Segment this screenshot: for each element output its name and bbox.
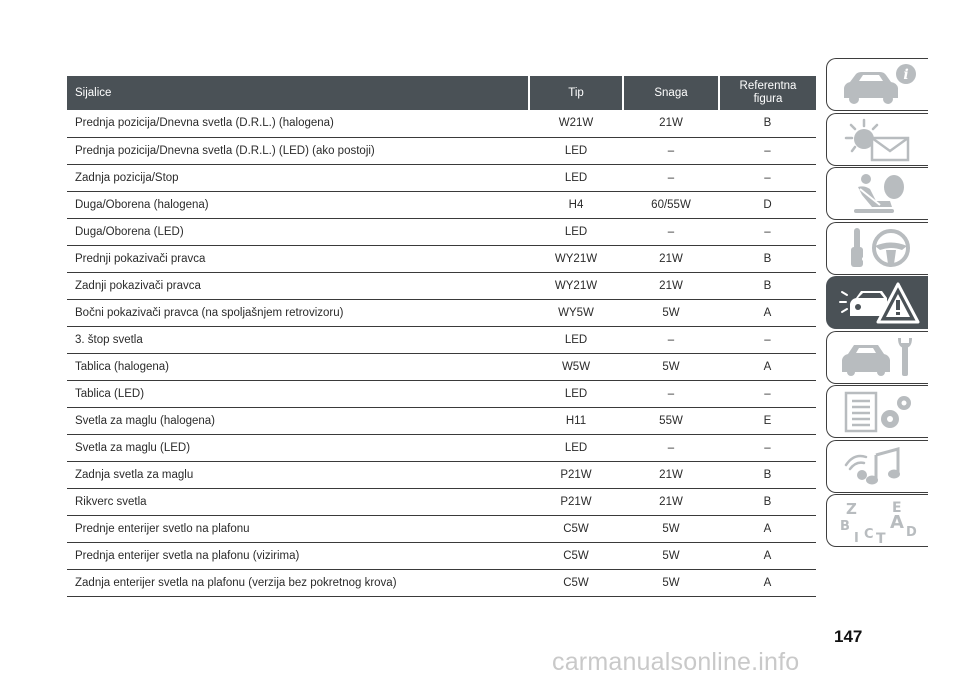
- warning-lights-icon: [836, 116, 920, 162]
- cell-bulb-name: Zadnja enterijer svetla na plafonu (verzija bez pokretnog krova): [67, 569, 529, 596]
- cell-reference-figure: –: [719, 137, 816, 164]
- cell-bulb-name: Duga/Oborena (LED): [67, 218, 529, 245]
- index-letter-b: B: [839, 518, 850, 534]
- cell-reference-figure: A: [719, 515, 816, 542]
- cell-bulb-type: C5W: [529, 569, 623, 596]
- cell-reference-figure: B: [719, 110, 816, 137]
- index-letter-z: Z: [845, 499, 857, 518]
- table-row: [67, 110, 816, 137]
- header-sijalice: Sijalice: [67, 76, 529, 110]
- cell-bulb-name: Rikverc svetla: [67, 488, 529, 515]
- table-body: [67, 110, 816, 596]
- cell-bulb-type: P21W: [529, 488, 623, 515]
- cell-bulb-type: LED: [529, 326, 623, 353]
- table-row: [67, 353, 816, 380]
- key-steering-icon: [836, 225, 920, 271]
- cell-bulb-type: LED: [529, 218, 623, 245]
- index-letter-d: D: [905, 524, 917, 540]
- tab-safety[interactable]: [826, 167, 928, 220]
- cell-bulb-name: Prednja enterijer svetla na plafonu (vizirima): [67, 542, 529, 569]
- table-row: [67, 164, 816, 191]
- table-row: [67, 569, 816, 596]
- table-row: [67, 299, 816, 326]
- cell-bulb-name: 3. štop svetla: [67, 326, 529, 353]
- table-row: [67, 542, 816, 569]
- cell-bulb-name: Svetla za maglu (halogena): [67, 407, 529, 434]
- cell-bulb-name: Tablica (LED): [67, 380, 529, 407]
- cell-bulb-type: WY21W: [529, 272, 623, 299]
- table-row: [67, 326, 816, 353]
- table-header-row: [67, 76, 816, 110]
- cell-bulb-type: H4: [529, 191, 623, 218]
- cell-bulb-power: –: [623, 137, 719, 164]
- cell-bulb-power: 21W: [623, 245, 719, 272]
- watermark: carmanualsonline.info: [552, 648, 800, 676]
- cell-reference-figure: B: [719, 461, 816, 488]
- cell-reference-figure: –: [719, 380, 816, 407]
- car-maintenance-icon: [836, 334, 920, 380]
- cell-bulb-power: –: [623, 434, 719, 461]
- table-row: [67, 488, 816, 515]
- header-ref-line2: figura: [753, 93, 783, 105]
- cell-bulb-power: 5W: [623, 353, 719, 380]
- specs-gear-icon: [836, 389, 920, 435]
- cell-bulb-name: Duga/Oborena (halogena): [67, 191, 529, 218]
- cell-bulb-type: WY21W: [529, 245, 623, 272]
- cell-bulb-power: 5W: [623, 542, 719, 569]
- cell-bulb-type: WY5W: [529, 299, 623, 326]
- tab-warning-lights[interactable]: [826, 113, 928, 166]
- header-referentna-figura: [719, 76, 816, 110]
- header-ref-line1: Referentna: [739, 80, 797, 92]
- index-letter-a: A: [889, 511, 904, 533]
- cell-bulb-power: 60/55W: [623, 191, 719, 218]
- chapter-side-tabs: [826, 58, 928, 549]
- cell-bulb-name: Prednja pozicija/Dnevna svetla (D.R.L.) (halogena): [67, 110, 529, 137]
- cell-bulb-power: 55W: [623, 407, 719, 434]
- cell-bulb-name: Prednja pozicija/Dnevna svetla (D.R.L.) (LED) (ako postoji): [67, 137, 529, 164]
- cell-bulb-name: Prednji pokazivači pravca: [67, 245, 529, 272]
- cell-reference-figure: D: [719, 191, 816, 218]
- index-letter-t: T: [875, 530, 886, 544]
- table-row: [67, 137, 816, 164]
- cell-bulb-power: 5W: [623, 515, 719, 542]
- header-tip: Tip: [529, 76, 623, 110]
- cell-bulb-name: Zadnji pokazivači pravca: [67, 272, 529, 299]
- cell-reference-figure: –: [719, 434, 816, 461]
- cell-bulb-name: Bočni pokazivači pravca (na spoljašnjem retrovizoru): [67, 299, 529, 326]
- tab-technical-specifications[interactable]: [826, 385, 928, 438]
- seatbelt-airbag-icon: [836, 171, 920, 217]
- cell-bulb-type: LED: [529, 380, 623, 407]
- cell-bulb-power: 21W: [623, 272, 719, 299]
- table-row: [67, 380, 816, 407]
- cell-bulb-type: C5W: [529, 542, 623, 569]
- cell-reference-figure: E: [719, 407, 816, 434]
- table-row: [67, 407, 816, 434]
- cell-bulb-power: 21W: [623, 461, 719, 488]
- cell-reference-figure: B: [719, 245, 816, 272]
- svg-text:i: i: [902, 66, 909, 83]
- alphabetical-index-icon: [836, 498, 920, 544]
- tab-in-an-emergency[interactable]: [826, 276, 928, 329]
- header-snaga: Snaga: [623, 76, 719, 110]
- cell-reference-figure: –: [719, 218, 816, 245]
- cell-bulb-name: Tablica (halogena): [67, 353, 529, 380]
- cell-bulb-power: 5W: [623, 299, 719, 326]
- tab-multimedia[interactable]: [826, 440, 928, 493]
- cell-bulb-type: H11: [529, 407, 623, 434]
- tab-car-info[interactable]: [826, 58, 928, 111]
- cell-reference-figure: B: [719, 488, 816, 515]
- cell-reference-figure: A: [719, 299, 816, 326]
- cell-reference-figure: –: [719, 326, 816, 353]
- tab-starting-driving[interactable]: [826, 222, 928, 275]
- cell-bulb-power: –: [623, 326, 719, 353]
- cell-reference-figure: A: [719, 569, 816, 596]
- table-row: [67, 461, 816, 488]
- index-letter-c: C: [863, 526, 874, 542]
- bulb-table: [67, 76, 816, 597]
- cell-bulb-power: –: [623, 218, 719, 245]
- cell-reference-figure: B: [719, 272, 816, 299]
- table-row: [67, 218, 816, 245]
- cell-reference-figure: A: [719, 353, 816, 380]
- cell-bulb-name: Zadnja pozicija/Stop: [67, 164, 529, 191]
- tab-maintenance[interactable]: [826, 331, 928, 384]
- cell-bulb-power: 21W: [623, 488, 719, 515]
- cell-bulb-type: LED: [529, 164, 623, 191]
- cell-bulb-type: C5W: [529, 515, 623, 542]
- cell-bulb-type: P21W: [529, 461, 623, 488]
- cell-bulb-type: W21W: [529, 110, 623, 137]
- table-row: [67, 515, 816, 542]
- page-number: 147: [834, 627, 863, 646]
- table-row: [67, 191, 816, 218]
- tab-index[interactable]: [826, 494, 928, 547]
- cell-bulb-name: Zadnja svetla za maglu: [67, 461, 529, 488]
- car-breakdown-warning-icon: [836, 280, 920, 326]
- car-info-icon: [836, 62, 920, 108]
- cell-bulb-type: LED: [529, 137, 623, 164]
- cell-reference-figure: A: [719, 542, 816, 569]
- cell-bulb-name: Svetla za maglu (LED): [67, 434, 529, 461]
- cell-bulb-type: W5W: [529, 353, 623, 380]
- cell-bulb-power: –: [623, 380, 719, 407]
- table-row: [67, 272, 816, 299]
- cell-bulb-type: LED: [529, 434, 623, 461]
- cell-bulb-name: Prednje enterijer svetlo na plafonu: [67, 515, 529, 542]
- table-row: [67, 434, 816, 461]
- index-letter-i: I: [853, 530, 859, 544]
- cell-bulb-power: –: [623, 164, 719, 191]
- table-row: [67, 245, 816, 272]
- cell-bulb-power: 5W: [623, 569, 719, 596]
- cell-reference-figure: –: [719, 164, 816, 191]
- cell-bulb-power: 21W: [623, 110, 719, 137]
- multimedia-icon: [836, 443, 920, 489]
- index-letter-e: E: [891, 499, 902, 516]
